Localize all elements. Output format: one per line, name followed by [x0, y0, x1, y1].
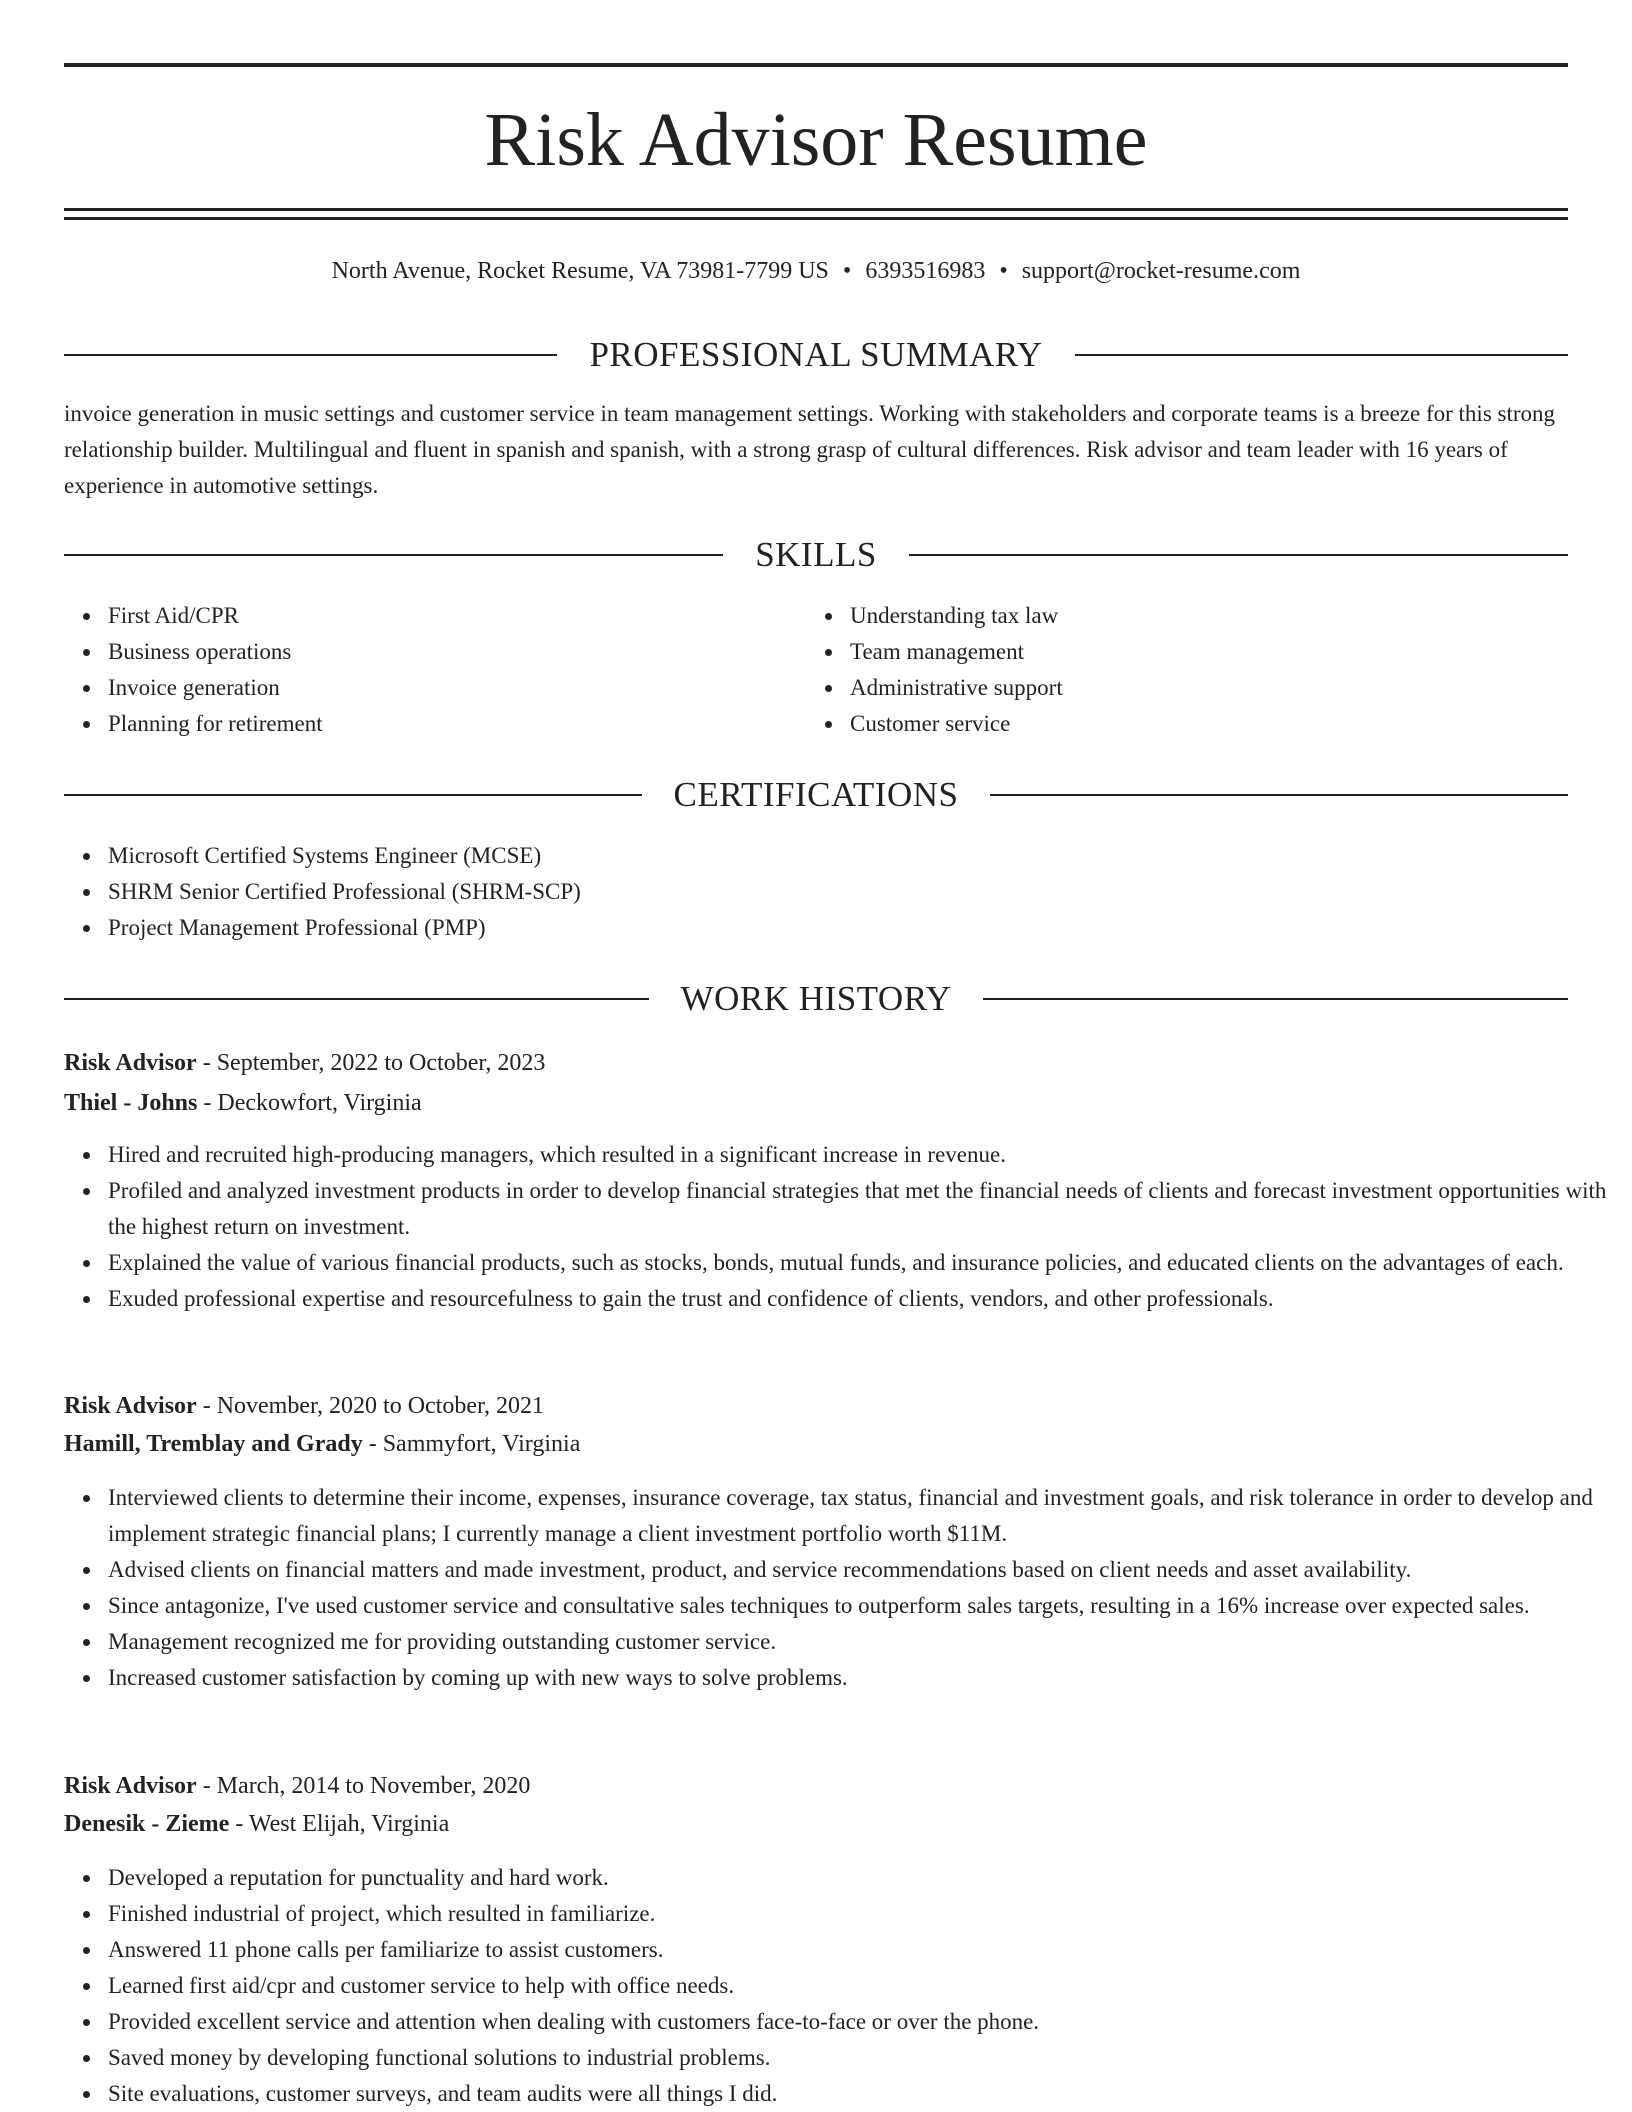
job-title-line	[64, 1768, 1568, 1804]
job-company: Hamill, Tremblay and Grady	[64, 1431, 363, 1457]
list-item: Developed a reputation for punctuality and hard work.	[108, 1860, 1612, 1896]
list-item: Team management	[850, 634, 1550, 670]
heading-rule	[64, 354, 557, 356]
list-item: Microsoft Certified Systems Engineer (MCSE)	[108, 838, 1508, 874]
list-item: Administrative support	[850, 670, 1550, 706]
list-item: First Aid/CPR	[108, 598, 808, 634]
list-item: SHRM Senior Certified Professional (SHRM-SCP)	[108, 874, 1508, 910]
section-title: WORK HISTORY	[680, 979, 952, 1018]
job-title-line	[64, 1045, 1568, 1081]
summary-text: invoice generation in music settings and customer service in team management settings. Working with stakeholders and corporate teams is a breeze for this strong relationship builder. Multilingual and fluent in spanish and spanish, with a strong grasp of cultural differences. Risk advisor and team leader with 16 years of experience in automotive settings.	[64, 401, 1556, 498]
job-company: Thiel - Johns	[64, 1090, 198, 1116]
section-heading-certifications	[64, 773, 1568, 817]
section-title: PROFESSIONAL SUMMARY	[589, 335, 1043, 374]
section-title: CERTIFICATIONS	[673, 775, 959, 814]
job-company-line	[64, 1426, 1568, 1462]
list-item: Finished industrial of project, which resulted in familiarize.	[108, 1896, 1612, 1932]
job-bullets	[64, 1860, 1612, 2112]
contact-separator: •	[999, 258, 1008, 284]
heading-rule	[990, 794, 1568, 796]
job-company: Denesik - Zieme	[64, 1811, 230, 1837]
job-company-line	[64, 1806, 1568, 1842]
list-item: Understanding tax law	[850, 598, 1550, 634]
certifications-list	[64, 838, 1508, 946]
heading-rule	[64, 998, 649, 1000]
section-heading-work-history	[64, 977, 1568, 1021]
job-dates: - November, 2020 to October, 2021	[196, 1393, 545, 1419]
heading-rule	[909, 554, 1568, 556]
job-dates: - March, 2014 to November, 2020	[196, 1773, 531, 1799]
job-dates: - September, 2022 to October, 2023	[196, 1050, 546, 1076]
list-item: Explained the value of various financial products, such as stocks, bonds, mutual funds, and insurance policies, and educated clients on the advantages of each.	[108, 1245, 1612, 1281]
heading-rule	[64, 554, 723, 556]
heading-rule	[64, 794, 642, 796]
list-item: Invoice generation	[108, 670, 808, 706]
top-rule	[64, 63, 1568, 67]
list-item: Provided excellent service and attention when dealing with customers face-to-face or over the phone.	[108, 2004, 1612, 2040]
contact-separator: •	[842, 258, 852, 284]
list-item: Since antagonize, I've used customer service and consultative sales techniques to outperform sales targets, resulting in a 16% increase over expected sales.	[108, 1588, 1612, 1624]
job-title-line	[64, 1388, 1568, 1424]
heading-rule	[983, 998, 1568, 1000]
job-bullets	[64, 1137, 1612, 1317]
contact-phone: 6393516983	[865, 258, 986, 284]
contact-address: North Avenue, Rocket Resume, VA 73981-7799 US	[331, 258, 829, 284]
job-company-line	[64, 1085, 1568, 1121]
section-heading-summary	[64, 333, 1568, 377]
job-bullets	[64, 1480, 1612, 1696]
list-item: Saved money by developing functional solutions to industrial problems.	[108, 2040, 1612, 2076]
job-title: Risk Advisor	[64, 1393, 197, 1419]
contact-email: support@rocket-resume.com	[1021, 258, 1301, 284]
title-double-rule	[64, 208, 1568, 220]
list-item: Learned first aid/cpr and customer service to help with office needs.	[108, 1968, 1612, 2004]
list-item: Business operations	[108, 634, 808, 670]
skills-list-left	[64, 598, 808, 742]
list-item: Increased customer satisfaction by coming up with new ways to solve problems.	[108, 1660, 1612, 1696]
job-location: - Sammyfort, Virginia	[362, 1431, 581, 1457]
job-title: Risk Advisor	[64, 1050, 197, 1076]
list-item: Exuded professional expertise and resourcefulness to gain the trust and confidence of clients, vendors, and other professionals.	[108, 1281, 1612, 1317]
list-item: Site evaluations, customer surveys, and team audits were all things I did.	[108, 2076, 1612, 2112]
list-item: Project Management Professional (PMP)	[108, 910, 1508, 946]
list-item: Planning for retirement	[108, 706, 808, 742]
section-title: SKILLS	[755, 535, 877, 574]
page-title: Risk Advisor Resume	[484, 98, 1148, 182]
job-location: - West Elijah, Virginia	[229, 1811, 450, 1837]
list-item: Interviewed clients to determine their income, expenses, insurance coverage, tax status, financial and investment goals, and risk tolerance in order to develop and implement strategic financial plans; I currently manage a client investment portfolio worth $11M.	[108, 1480, 1612, 1552]
contact-line	[64, 254, 1568, 288]
skills-list-right	[806, 598, 1550, 742]
list-item: Customer service	[850, 706, 1550, 742]
list-item: Profiled and analyzed investment products in order to develop financial strategies that met the financial needs of clients and forecast investment opportunities with the highest return on investment.	[108, 1173, 1612, 1245]
section-heading-skills	[64, 533, 1568, 577]
list-item: Management recognized me for providing outstanding customer service.	[108, 1624, 1612, 1660]
list-item: Answered 11 phone calls per familiarize to assist customers.	[108, 1932, 1612, 1968]
heading-rule	[1075, 354, 1568, 356]
job-location: - Deckowfort, Virginia	[197, 1090, 422, 1116]
list-item: Hired and recruited high-producing managers, which resulted in a significant increase in revenue.	[108, 1137, 1612, 1173]
job-title: Risk Advisor	[64, 1773, 197, 1799]
list-item: Advised clients on financial matters and made investment, product, and service recommendations based on client needs and asset availability.	[108, 1552, 1612, 1588]
